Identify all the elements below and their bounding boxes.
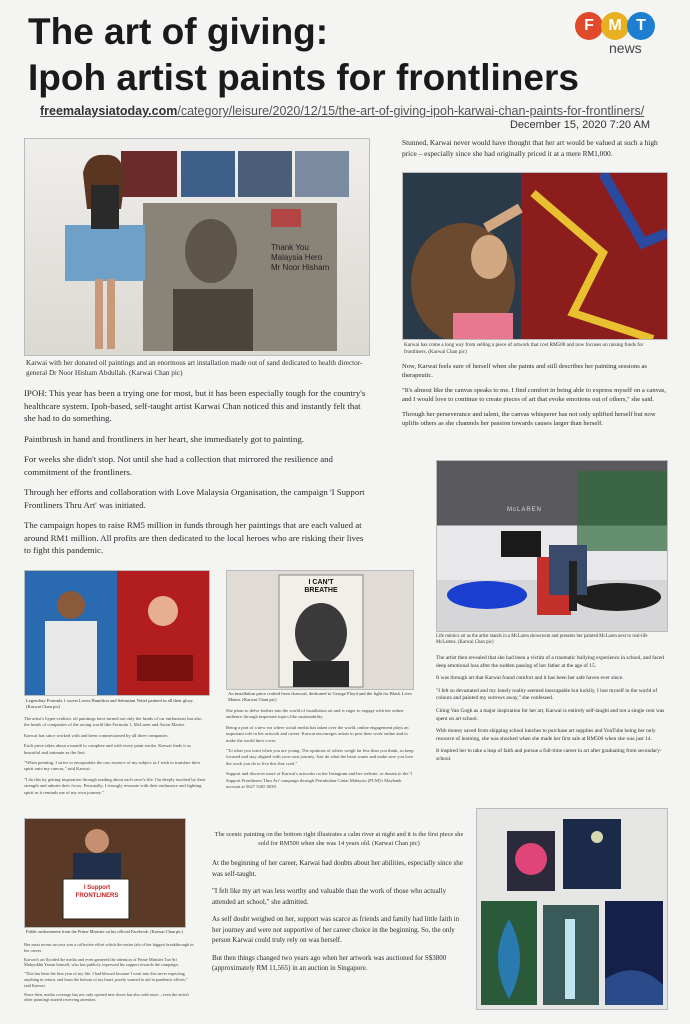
artist-top <box>453 313 513 339</box>
pm-endorsement-art <box>25 819 185 927</box>
night-painting <box>563 819 621 889</box>
logo-letter-m: M <box>601 12 629 40</box>
pm-endorsement-photo <box>24 818 186 928</box>
body-paragraph: For weeks she didn't stop. Not until she had a collection that mirrored the resilience and commitment of the frontliners. <box>24 454 333 477</box>
pm-sign-line-1: I Support <box>83 885 111 891</box>
right-mid-text <box>402 362 668 434</box>
body-paragraph: "This has been the best year of my life. I had blessed because I went into this never expecting anything in return, and from the bottom of my heart, purely wanted to aid in pandemic efforts," said Karwai. <box>24 971 188 988</box>
pm-photo-caption: Public endorsement from the Prime Minister on his official Facebook. (Karwai Chan pic) <box>26 929 183 934</box>
portrait-face <box>185 219 237 283</box>
floyd-text: I CAN'T BREATHE <box>304 579 338 594</box>
right-top-text <box>402 138 668 167</box>
body-paragraph: IPOH: This year has been a trying one for most, but it has been especially tough for the country's healthcare system. Ipoh-based, self-taught artist Karwai Chan noticed this and instantly felt that she had to do something. <box>24 388 366 423</box>
body-paragraph: "I felt so devastated and my lonely reality seemed inescapable but luckily, I lost myself in the world of colours and painted my sorrows away," she confessed. <box>436 687 658 702</box>
f1-photo-caption: Legendary Formula 1 racers Lewis Hamilton and Sebastian Vettel painted in all their glory. (Karwai Chan pic) <box>26 698 194 709</box>
logo-word: news <box>609 40 642 56</box>
body-paragraph: Through her efforts and collaboration with Love Malaysia Organisation, the campaign 'I Support Frontliners Thru Art' was initiated. <box>24 487 365 510</box>
body-paragraph: Since then, media coverage has not only opened new doors but also sold more – even the artist's other paintings started receiving attention. <box>24 991 190 1003</box>
right-low-text <box>436 655 668 769</box>
artist-arm <box>483 204 523 233</box>
bottom-body-text <box>212 858 468 981</box>
vettel-car <box>137 655 193 681</box>
floyd-shoulders <box>293 661 349 687</box>
body-paragraph: Karwai's art flooded the media and even garnered the attention of Prime Minister Tan Sri Muhyiddin Yassin himself, who has publicly expressed his support towards the campaign. <box>24 956 179 968</box>
mclaren-showroom-art <box>437 461 667 631</box>
main-photo <box>24 138 370 356</box>
moon <box>591 831 603 843</box>
artist-leg-left <box>95 279 103 349</box>
url-path: /category/leisure/2020/12/15/the-art-of-giving-ipoh-karwai-chan-paints-for-frontliners/ <box>177 104 645 118</box>
body-paragraph: As self doubt weighed on her, support was scarce as friends and family had little faith in her journey and were not supportive of her career choice in the beginning. So, the only person Karwai could truly rely on was herself. <box>212 915 460 944</box>
flower-bloom <box>515 843 547 875</box>
body-paragraph: Now, Karwai feels sure of herself when she paints and still describes her painting sessions as therapeutic. <box>402 363 647 379</box>
hamilton-face <box>57 591 85 619</box>
floyd-photo-caption: An installation piece crafted from charcoal, dedicated to George Floyd and the fight for Black Lives Matter. (Karwai Chan pic) <box>228 691 412 702</box>
url-domain: freemalaysiatoday.com <box>40 104 178 118</box>
body-paragraph: Each piece takes about a month to complete and with every paint stroke, Karwai finds it as beautiful and intimate as the first. <box>24 743 191 755</box>
body-paragraph: Karwai has since worked with and been commissioned by all three companies. <box>24 732 169 738</box>
gallery-wall-photo <box>476 808 668 1010</box>
body-paragraph: Stunned, Karwai never would have thought that her art would be valued at such a high price – especially since she had originally priced it at a mere RM1,000. <box>402 138 658 158</box>
body-paragraph: It was through art that Karwai found comfort and it has been her safe haven ever since. <box>436 675 624 682</box>
showroom-window <box>577 471 667 551</box>
f1-body-text <box>24 716 208 800</box>
main-photo-caption: Karwai with her donated oil paintings and an enormous art installation made out of sand dedicated to health director-general Dr Noor Hisham Abdullah. (Karwai Chan pic) <box>26 359 363 377</box>
headline-line-1: The art of giving: <box>28 11 329 52</box>
hamilton-suit <box>45 621 97 695</box>
pm-head <box>85 829 109 853</box>
floyd-face <box>295 603 347 663</box>
small-painting-3 <box>238 151 292 197</box>
pm-sign-line-2: FRONTLINERS <box>75 893 119 899</box>
floyd-installation-photo <box>226 570 414 690</box>
body-paragraph: The artist then revealed that she had been a victim of a traumatic bullying experience in school, and faced deep emotional loss after the sudden passing of her father at the age of 15. <box>436 655 664 669</box>
portrait-body <box>173 289 253 351</box>
article-url[interactable] <box>40 104 644 118</box>
mclaren-photo-caption: Life mimics art as the artist stands in a McLaren showroom and presents her painted McLaren next to real-life McLarens. (Karwai Chan pic) <box>436 634 648 646</box>
pm-body-text <box>24 942 194 1006</box>
wall-screen <box>501 531 541 557</box>
body-paragraph: The campaign hopes to raise RM5 million in funds through her paintings that are each valued at around RM1 million. All profits are then dedicated to the local heroes who are risking their lives to fight this pandemic. <box>24 520 364 555</box>
artist-face <box>471 235 507 279</box>
artist-dress <box>91 185 119 229</box>
floyd-body-text <box>226 708 414 794</box>
body-paragraph: Through her perseverance and talent, the canvas whisperer has not only uplifted herself but now uplifts others as she channels her passion towards causes larger than herself. <box>402 411 656 427</box>
flag <box>271 209 301 227</box>
body-paragraph: With money saved from skipping school lunches to purchase art supplies and YouTube being her only resource of learning, she was shocked when she made her first sale at RM500 when she was just 14. <box>436 728 656 742</box>
f1-paintings-photo <box>24 570 210 696</box>
body-paragraph: Citing Van Gogh as a major inspiration for her art, Karwai is entirely self-taught and not a single cent was spent on art school. <box>436 707 665 722</box>
body-paragraph: Support and discover more of Karwai's artworks on her Instagram and her website, or donate to the 'I Support Frontliners Thru Art' campaign through Pertubuhan Cintai Malaysia (PCM)'s Maybank account at 5627 5365 0039. <box>226 771 412 790</box>
body-paragraph: At the beginning of her career, Karwai had doubts about her abilities, especially since she was self-taught. <box>212 859 463 878</box>
waterfall <box>565 919 575 999</box>
vettel-face <box>148 596 178 626</box>
headline-line-2: Ipoh artist paints for frontliners <box>28 57 579 98</box>
body-paragraph: "It's almost like the canvas speaks to me. I find comfort in being able to express myself on a canvas, and I would love to continue to create pieces of art that evoke emotions out of others," she said. <box>402 387 667 403</box>
left-body-text <box>24 387 370 565</box>
fmt-news-logo[interactable] <box>575 12 665 60</box>
body-paragraph: But then things changed two years ago when her artwork was auctioned for S$3800 (approximately RM 11,565) in an auction in Singapore. <box>212 953 447 972</box>
body-paragraph: She plans to delve further into the world of installation art and is eager to engage with her online audience through important topics like sustainability. <box>226 708 404 720</box>
f1-paintings-art <box>25 571 209 695</box>
mclaren-showroom-photo <box>436 460 668 632</box>
small-painting-4 <box>295 151 349 197</box>
painting-photo <box>402 172 668 340</box>
body-paragraph: Paintbrush in hand and frontliners in her heart, she immediately got to painting. <box>24 433 304 444</box>
logo-letter-f: F <box>575 12 603 40</box>
body-paragraph: "I do this by getting inspiration through reading about each racer's life. I'm deeply touched by their strength and admire their focus. Personally, I strongly resonate with their endurance and fighting spirit as it reminds me of my own journey." <box>24 776 206 795</box>
artist-figure <box>569 561 577 611</box>
artist-leg-right <box>107 279 115 349</box>
portrait-canvas <box>549 545 587 595</box>
small-painting-1 <box>121 151 177 197</box>
body-paragraph: Being a part of a new era where social media has taken over the world, online engagement plays an important role in her artwork and career. Karwai encourages artists to post their work online and to make the world their cover. <box>226 724 409 743</box>
body-paragraph: "When painting, I strive to encapsulate the raw essence of my subject as I wish to translate their spirit onto my canvas," said Karwai. <box>24 760 201 772</box>
publish-date: December 15, 2020 7:20 AM <box>509 119 650 131</box>
gallery-wall-art <box>477 809 667 1009</box>
logo-letter-t: T <box>627 12 655 40</box>
body-paragraph: It inspired her to take a leap of faith and pursue a full-time career in art after graduating from secondary-school. <box>436 748 662 762</box>
small-painting-2 <box>181 151 235 197</box>
sand-portrait-sign: Thank You Malaysia Hero Mr Noor Hisham <box>271 243 330 272</box>
body-paragraph: The artist's hyper-realistic oil paintings have turned not only the heads of car enthusiasts but also the heads of companies of the racing world like Formula 1, McLaren and Aston Martin. <box>24 716 202 728</box>
painting-photo-art <box>403 173 667 339</box>
painting-photo-caption: Karwai has come a long way from selling a piece of artwork that cost RM500 and now focuses on raising funds for frontliners. (Karwai Chan pic) <box>404 342 644 355</box>
blue-car <box>447 581 527 609</box>
body-paragraph: "I felt like my art was less worthy and valuable than the work of those who actually attended art school," she admitted. <box>212 887 447 906</box>
held-painting <box>65 225 145 281</box>
mclaren-logo-text: McLAREN <box>507 507 543 513</box>
body-paragraph: Her most recent success was a collective effort which the entire tale of her biggest breakthrough in her career. <box>24 942 194 953</box>
body-paragraph: "To what you want when you are young. The opinions of others weigh far less than you think, so keep focused and stay aligned with your own journey. Just do what the heart wants and make sure you love the work you do to live this fine craft." <box>226 748 414 766</box>
river-painting-caption: The scenic painting on the bottom right illustrates a calm river at night and it is the first piece she sold for RM500 when she was 14 years old. (Karwai Chan pic) <box>214 831 464 847</box>
